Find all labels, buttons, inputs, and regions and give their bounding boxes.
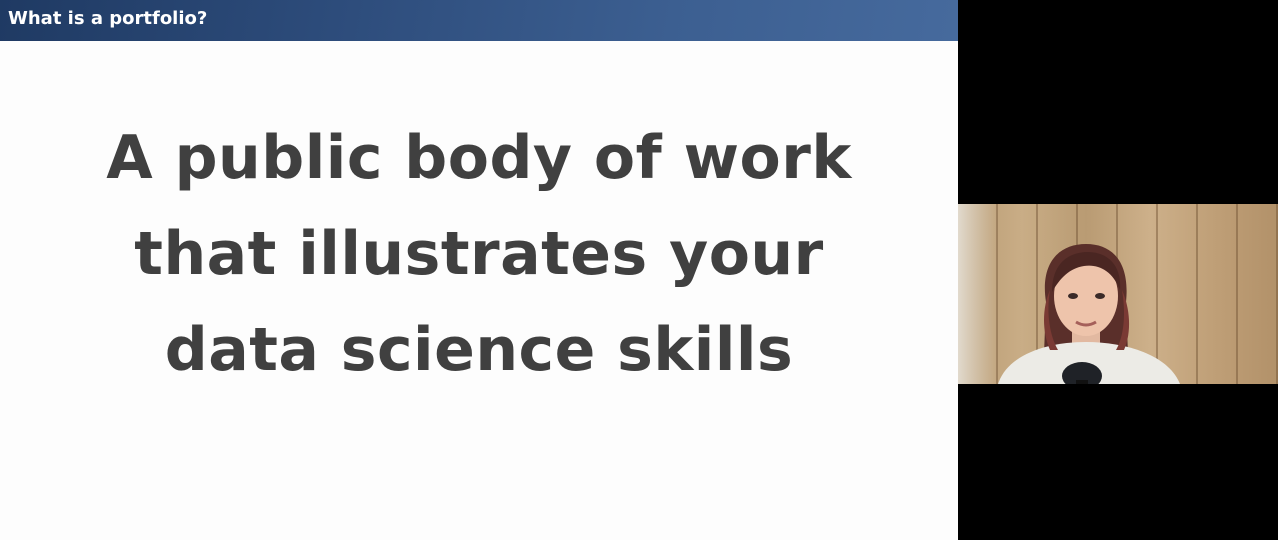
slide-body-text	[0, 110, 958, 398]
slide-title: What is a portfolio?	[8, 8, 208, 29]
presenter-webcam-feed	[958, 204, 1278, 384]
slide-body-line-3: data science skills	[164, 315, 794, 385]
slide-body-line-1: A public body of work	[106, 123, 852, 193]
slide-body-line-2: that illustrates your	[134, 219, 824, 289]
presenter-video-icon	[958, 204, 1278, 384]
slide-header-bar	[0, 0, 958, 41]
